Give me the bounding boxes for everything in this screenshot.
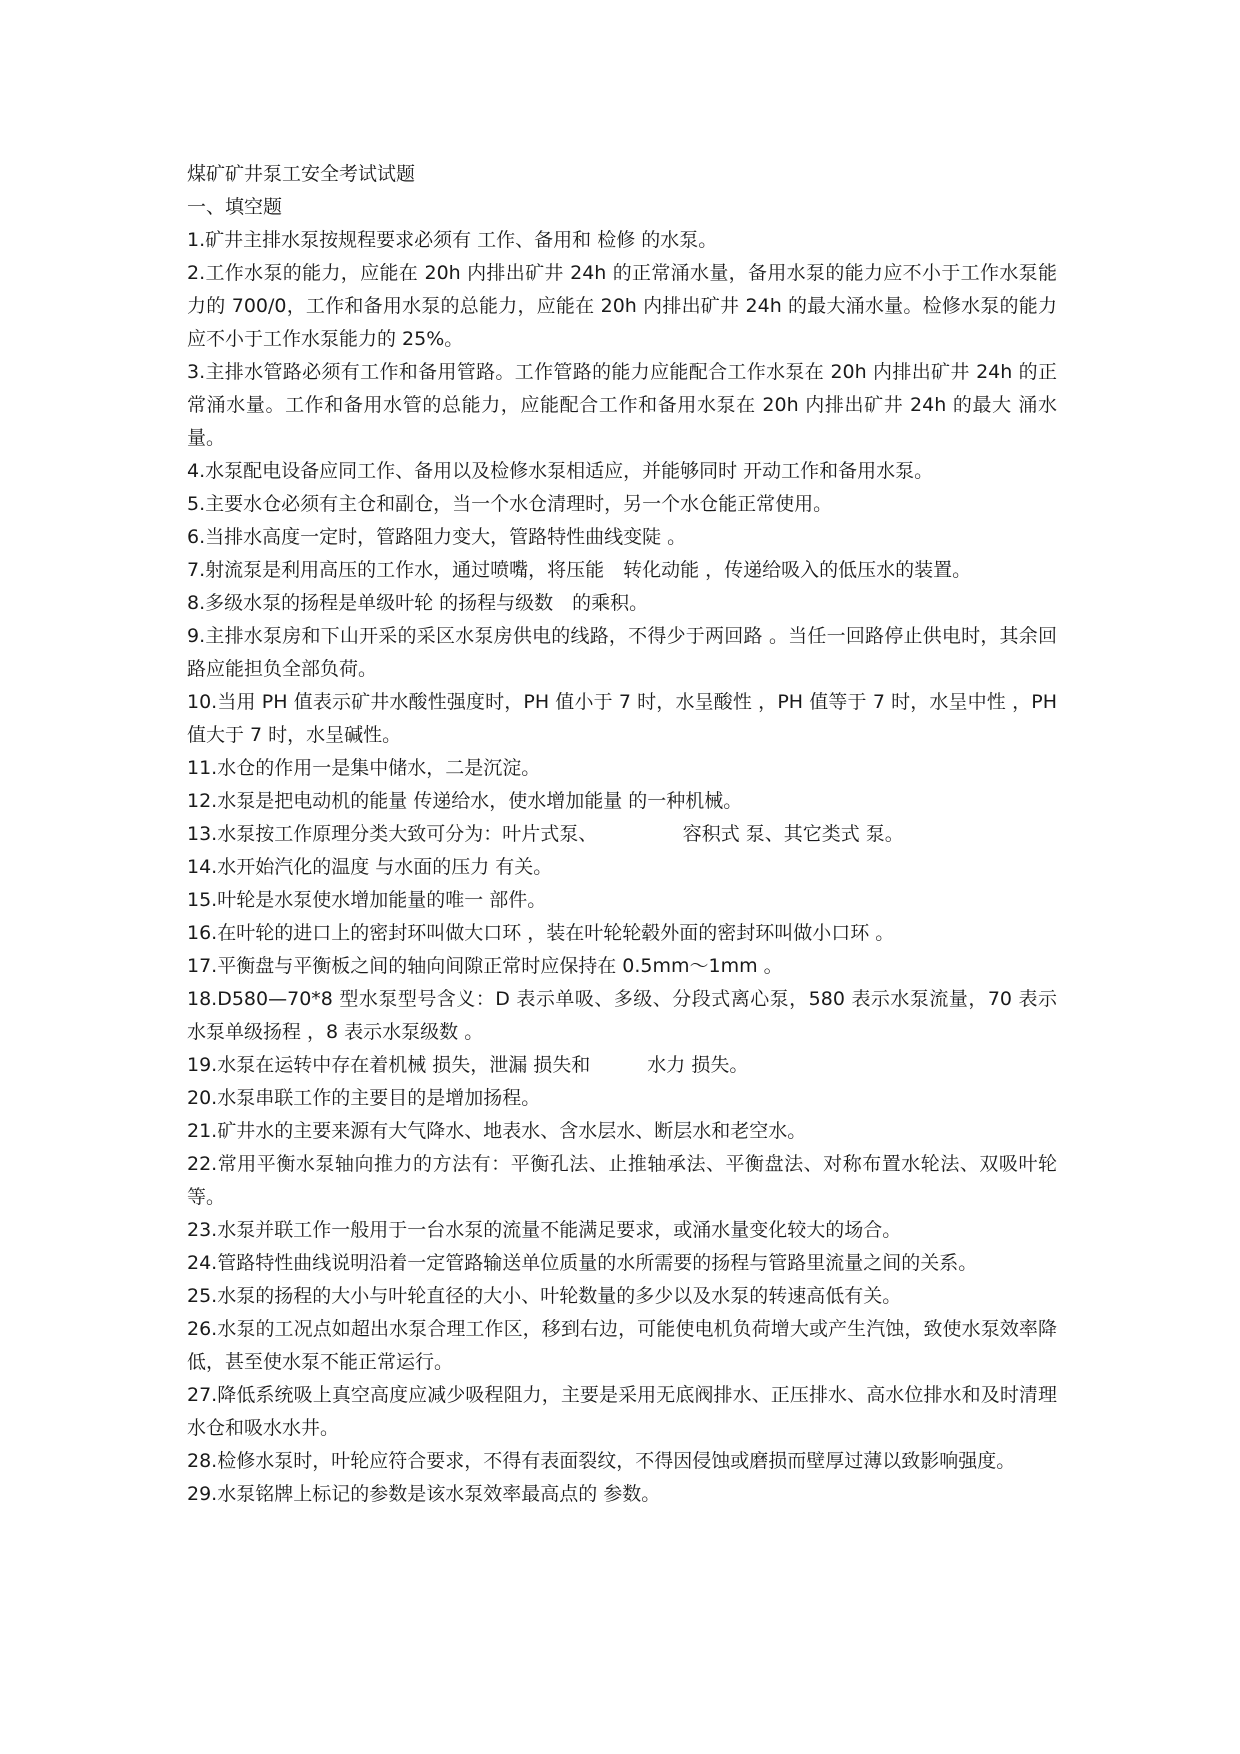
- question-item: 26.水泵的工况点如超出水泵合理工作区，移到右边，可能使电机负荷增大或产生汽蚀，致使水泵效率降低，甚至使水泵不能正常运行。: [187, 1318, 1057, 1373]
- question-item: 11.水仓的作用一是集中储水，二是沉淀。: [187, 757, 541, 779]
- question-item: 1.矿井主排水泵按规程要求必须有 工作、备用和 检修 的水泵。: [187, 229, 718, 251]
- question-item: 2.工作水泵的能力，应能在 20h 内排出矿井 24h 的正常涌水量，备用水泵的能力应不小于工作水泵能力的 700/0，工作和备用水泵的总能力，应能在 20h 内排出矿井 24h 的最大涌水量。检修水泵的能力应不小于工作水泵能力的 25%。: [187, 262, 1057, 350]
- question-item: 7.射流泵是利用高压的工作水，通过喷嘴，将压能 转化动能 ，传递给吸入的低压水的装置。: [187, 559, 972, 581]
- question-item: 12.水泵是把电动机的能量 传递给水，使水增加能量 的一种机械。: [187, 790, 743, 812]
- section-heading: 一、填空题: [187, 196, 283, 218]
- question-item: 13.水泵按工作原理分类大致可分为：叶片式泵、 容积式 泵、其它类式 泵。: [187, 823, 904, 845]
- question-item: 17.平衡盘与平衡板之间的轴向间隙正常时应保持在 0.5mm～1mm 。: [187, 955, 783, 977]
- question-item: 20.水泵串联工作的主要目的是增加扬程。: [187, 1087, 541, 1109]
- document-body: [187, 158, 1057, 1511]
- question-item: 8.多级水泵的扬程是单级叶轮 的扬程与级数 的乘积。: [187, 592, 649, 614]
- question-item: 6.当排水高度一定时，管路阻力变大，管路特性曲线变陡 。: [187, 526, 687, 548]
- question-item: 5.主要水仓必须有主仓和副仓，当一个水仓清理时，另一个水仓能正常使用。: [187, 493, 833, 515]
- question-item: 14.水开始汽化的温度 与水面的压力 有关。: [187, 856, 553, 878]
- question-item: 19.水泵在运转中存在着机械 损失，泄漏 损失和 水力 损失。: [187, 1054, 749, 1076]
- question-item: 15.叶轮是水泵使水增加能量的唯一 部件。: [187, 889, 547, 911]
- question-item: 27.降低系统吸上真空高度应减少吸程阻力，主要是采用无底阀排水、正压排水、高水位排水和及时清理水仓和吸水水井。: [187, 1384, 1057, 1439]
- question-item: 24.管路特性曲线说明沿着一定管路输送单位质量的水所需要的扬程与管路里流量之间的关系。: [187, 1252, 978, 1274]
- question-item: 3.主排水管路必须有工作和备用管路。工作管路的能力应能配合工作水泵在 20h 内排出矿井 24h 的正常涌水量。工作和备用水管的总能力，应能配合工作和备用水泵在 20h 内排出矿井 24h 的最大 涌水量。: [187, 361, 1057, 449]
- document-title: 煤矿矿井泵工安全考试试题: [187, 163, 416, 185]
- question-item: 21.矿井水的主要来源有大气降水、地表水、含水层水、断层水和老空水。: [187, 1120, 807, 1142]
- question-item: 25.水泵的扬程的大小与叶轮直径的大小、叶轮数量的多少以及水泵的转速高低有关。: [187, 1285, 902, 1307]
- question-item: 29.水泵铭牌上标记的参数是该水泵效率最高点的 参数。: [187, 1483, 661, 1505]
- question-list: [187, 224, 1057, 1511]
- question-item: 23.水泵并联工作一般用于一台水泵的流量不能满足要求，或涌水量变化较大的场合。: [187, 1219, 902, 1241]
- question-item: 16.在叶轮的进口上的密封环叫做大口环 ，装在叶轮轮毂外面的密封环叫做小口环 。: [187, 922, 895, 944]
- question-item: 22.常用平衡水泵轴向推力的方法有：平衡孔法、止推轴承法、平衡盘法、对称布置水轮法、双吸叶轮等。: [187, 1153, 1057, 1208]
- question-item: 9.主排水泵房和下山开采的采区水泵房供电的线路，不得少于两回路 。当任一回路停止供电时，其余回路应能担负全部负荷。: [187, 625, 1057, 680]
- question-item: 18.D580—70*8 型水泵型号含义：D 表示单吸、多级、分段式离心泵，580 表示水泵流量，70 表示水泵单级扬程 ，8 表示水泵级数 。: [187, 988, 1057, 1043]
- question-item: 4.水泵配电设备应同工作、备用以及检修水泵相适应，并能够同时 开动工作和备用水泵。: [187, 460, 934, 482]
- question-item: 10.当用 PH 值表示矿井水酸性强度时，PH 值小于 7 时，水呈酸性 ，PH 值等于 7 时，水呈中性 ，PH 值大于 7 时，水呈碱性。: [187, 691, 1057, 746]
- question-item: 28.检修水泵时，叶轮应符合要求，不得有表面裂纹，不得因侵蚀或磨损而壁厚过薄以致影响强度。: [187, 1450, 1016, 1472]
